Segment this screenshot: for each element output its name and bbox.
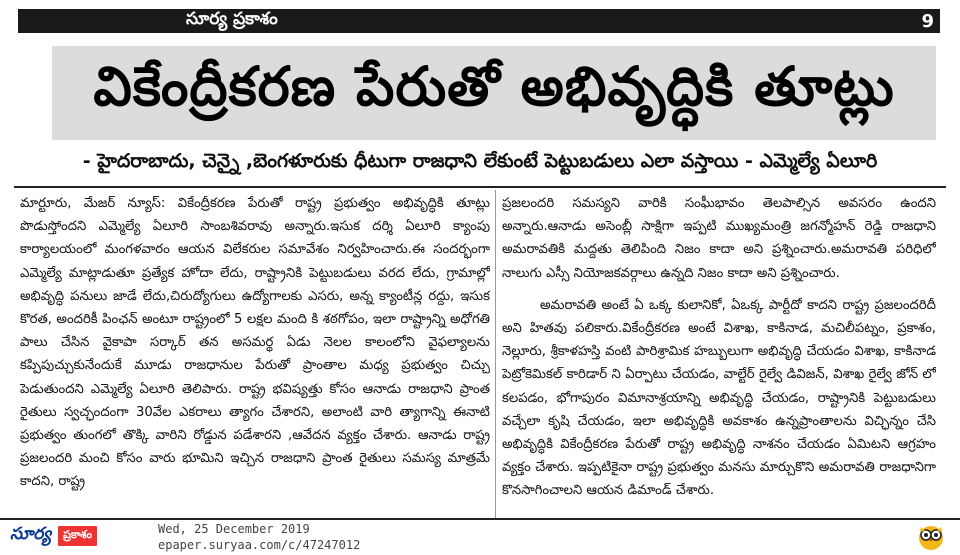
headline: వికేంద్రీకరణ పేరుతో అభివృద్ధికి తూట్లు — [93, 54, 895, 118]
page-number: 9 — [921, 10, 934, 32]
publication-date: Wed, 25 December 2019 — [158, 522, 310, 536]
divider-rule — [14, 186, 946, 188]
subheadline: - హైదరాబాదు, చెన్నై ,బెంగళూరుకు ధీటుగా రాజధాని లేకుంటే పెట్టుబడులు ఎలా వస్తాయి - ఎమ్మెల్యే ఏలూరి — [82, 149, 878, 172]
owl-icon[interactable] — [916, 521, 946, 551]
logo-tag: ప్రకాశం — [57, 525, 98, 547]
article-paragraph: అమరావతి అంటే ఏ ఒక్క కులానికో, ఏఒక్క పార్టీదో కాదని రాష్ట్ర ప్రజలందరిదీ అని హితవు పలికారు.వికేంద్రీకరణ అంటే విశాఖ, కాకినాడ, మచిలీపట్నం, ప్రకాశం, నెల్లూరు, శ్రీకాళహస్తి వంటి పారిశ్రామిక హబ్బులుగా అభివృద్ధి చేయడం విశాఖ, కాకినాడ పెట్రోకెమికల్ కారిడార్ ని ఏర్పాటు చేయడం, వాల్టేర్ రైల్వే డివిజన్, విశాఖ రైల్వే జోన్ లో కలపడం, భోగాపురం విమానాశ్రయాన్ని అభివృద్ధి చేయడం, రాష్ట్రానికి పెట్టుబడులు వచ్చేలా కృషి చేయడం, ఇలా అభివృద్ధికి అవకాశం ఉన్నప్రాంతాలను విచ్ఛిన్నం చేసి అభివృద్ధికి వికేంద్రీకరణ పేరుతో రాష్ట్ర అభివృద్ధి నాశనం చేయడం ఏమిటని ఆగ్రహం వ్యక్తం చేశారు. ఇప్పటికైనా రాష్ట్ర ప్రభుత్వం మనసు మార్చుకొని అమరావతి రాజధానిగా కొనసాగించాలని ఆయన డిమాండ్ చేశారు. — [502, 297, 936, 499]
article-right-column — [502, 192, 936, 518]
masthead-bar — [0, 0, 960, 40]
article-paragraph: ప్రజలందరి సమస్యని వారికి సంఘీభావం తెలపాల్సిన అవసరం ఉందని అన్నారు.ఆనాడు అసెంబ్లీ సాక్షిగా ఇప్పటి ముఖ్యమంత్రి జగన్మోహన్ రెడ్డి రాజధాని అమరావతికి మద్దతు తెలిపింది నిజం కాదా అని ప్రశ్నించారు.అమరావతి పరిధిలో నాలుగు ఎస్సీ నియోజకవర్గాలు ఉన్నది నిజం కాదా అని ప్రశ్నించారు. — [502, 196, 936, 281]
paper-name: సూర్య ప్రకాశం — [186, 9, 278, 29]
logo-name: సూర్య — [10, 524, 52, 544]
epaper-url[interactable]: epaper.suryaa.com/c/47247012 — [158, 538, 361, 552]
epaper-logo[interactable] — [10, 523, 150, 549]
footer-meta — [158, 521, 360, 553]
footer-rule — [0, 518, 960, 520]
article-paragraph: మార్టూరు, మేజర్ న్యూస్: వికేంద్రీకరణ పేరుతో రాష్ట్ర ప్రభుత్వం అభివృద్ధికి తూట్లు పొడుస్తోందని ఎమ్మెల్యే ఏలూరి సాంబశివరావు అన్నారు.ఇసుక దర్శి ఏలూరి క్యాంపు కార్యాలయంలో మంగళవారం ఆయన విలేకరుల సమావేశం నిర్వహించారు.ఈ సందర్భంగా ఎమ్మెల్యే మాట్లాడుతూ ప్రత్యేక హోదా లేదు, రాష్ట్రానికి పెట్టుబడులు వరద లేదు, గ్రామాల్లో అభివృద్ధి పనులు జాడే లేదు,చిరుద్యోగులు ఉద్యోగాలకు ఎసరు, అన్న క్యాంటీన్ల రద్దు, ఇసుక కొరత, అందరికీ పింఛన్ అంటూ రాష్ట్రంలో 5 లక్షల మంది కి శఠగోపం, ఇలా రాష్ట్రాన్ని అధోగతి పాలు చేసిన వైకాపా సర్కార్ తన అసమర్థ ఏడు నెలల కాలంలోని వైఫల్యాలను కప్పిపుచ్చుకునేందుకే మూడు రాజధానుల పేరుతో ప్రాంతాల మధ్య ప్రభుత్వం చిచ్చు పెడుతుందని ఎమ్మెల్యే ఏలూరి తెలిపారు. రాష్ట్ర భవిష్యత్తు కోసం ఆనాడు రాజధాని ప్రాంత రైతులు స్వచ్ఛందంగా 30వేల ఎకరాలు త్యాగం చేశారని, అలాంటి వారి త్యాగాన్ని ఈనాటి ప్రభుత్వం తుంగలో తొక్కి వారిని రోడ్డున పడేశారని ,ఆవేదన వ్యక్తం చేశారు. ఆనాడు రాష్ట్ర ప్రజలందరి మంచి కోసం వారు భూమిని ఇచ్చిన రాజధాని ప్రాంత రైతులు సమస్య మాత్రమే కాదని, రాష్ట్ర — [20, 196, 490, 490]
column-divider — [495, 190, 496, 520]
article-left-column — [20, 192, 490, 518]
